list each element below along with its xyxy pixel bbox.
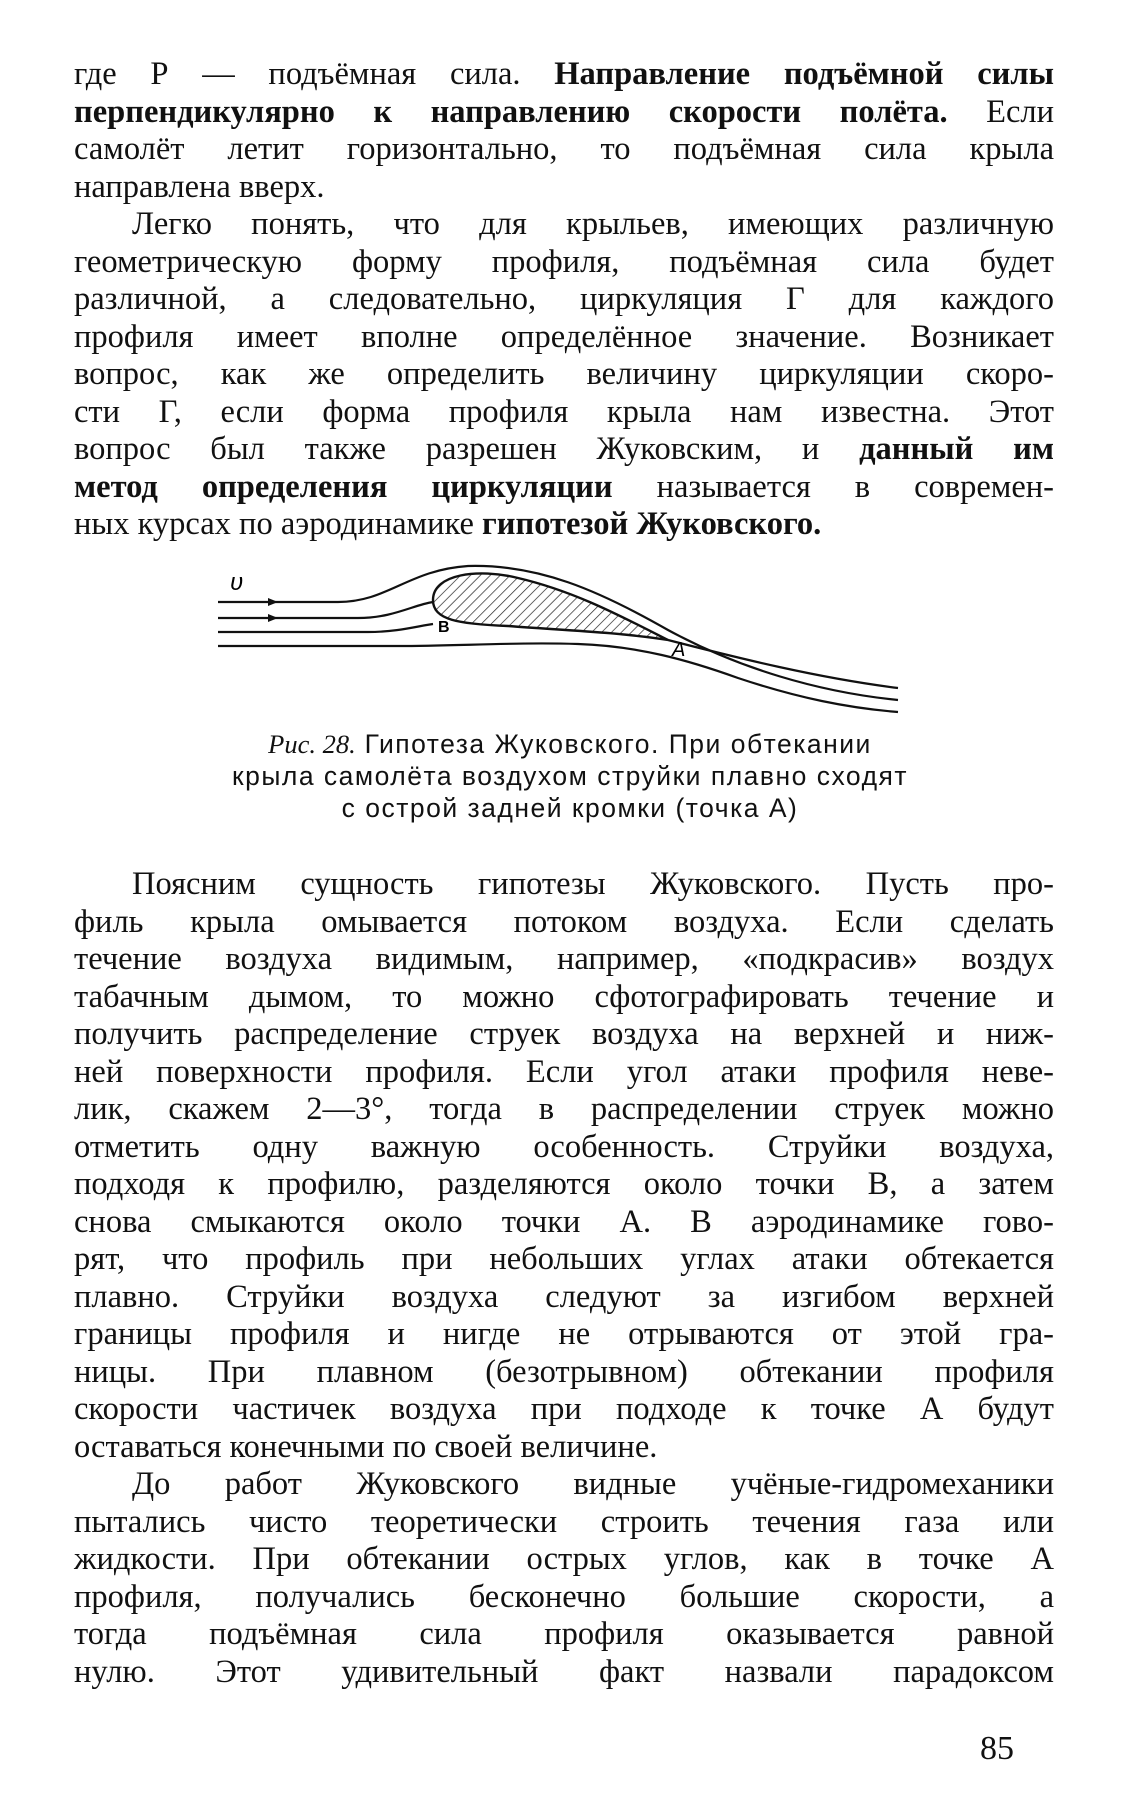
text-line: филь крыла омывается потоком воздуха. Если сделать xyxy=(74,903,1054,940)
streamline-lower-to-b xyxy=(218,624,433,632)
text-line: ных курсах по аэродинамике гипотезой Жуковского. xyxy=(74,506,822,542)
text-line: вопрос, как же определить величину циркуляции скоро- xyxy=(74,356,1054,392)
text-line: Легко понять, что для крыльев, имеющих различную xyxy=(132,206,1054,242)
text-line: Поясним сущность гипотезы Жуковского. Пусть про- xyxy=(132,866,1054,902)
text-line: ницы. При плавном (безотрывном) обтекании профиля xyxy=(74,1353,1054,1390)
streamline-bottom xyxy=(218,643,898,712)
text-line: профиля имеет вполне определённое значение. Возникает xyxy=(74,318,1054,355)
text-line: подходя к профилю, разделяются около точки В, а затем xyxy=(74,1166,1054,1202)
text-line: где Р — подъёмная сила. Направление подъёмной силы xyxy=(74,56,1054,92)
paragraph-circulation xyxy=(74,206,1054,544)
text-line: получить распределение струек воздуха на верхней и ниж- xyxy=(74,1016,1054,1052)
text-line: направлена вверх. xyxy=(74,168,325,205)
text-line: профиля, получались бесконечно большие скорости, а xyxy=(74,1578,1054,1615)
point-a-label: A xyxy=(672,639,686,661)
text-line: скорости частичек воздуха при подходе к точке А будут xyxy=(74,1391,1054,1427)
text-line: До работ Жуковского видные учёные-гидромеханики xyxy=(132,1466,1054,1502)
airfoil-diagram xyxy=(218,560,918,720)
text-line: оставаться конечными по своей величине. xyxy=(74,1428,658,1465)
text-line: вопрос был также разрешен Жуковским, и данный им xyxy=(74,431,1054,467)
text-line: самолёт летит горизонтально, то подъёмная сила крыла xyxy=(74,131,1054,167)
text-line: лик, скажем 2—3°, тогда в распределении струек можно xyxy=(74,1091,1054,1127)
text-line: табачным дымом, то можно сфотографировать течение и xyxy=(74,978,1054,1015)
caption-line: с острой задней кромки (точка А) xyxy=(341,793,799,823)
text-line: плавно. Струйки воздуха следуют за изгибом верхней xyxy=(74,1278,1054,1315)
paragraph-hypothesis xyxy=(74,866,1054,1466)
caption-line: крыла самолёта воздухом струйки плавно сходят xyxy=(231,761,909,791)
text-line: геометрическую форму профиля, подъёмная сила будет xyxy=(74,243,1054,280)
figure-caption xyxy=(160,728,980,824)
flow-arrow xyxy=(268,598,278,606)
velocity-label: υ xyxy=(230,569,244,596)
text-line: жидкости. При обтекании острых углов, как в точке А xyxy=(74,1541,1054,1577)
flow-arrow xyxy=(268,614,278,622)
paragraph-lift-direction xyxy=(74,56,1054,206)
airfoil-profile xyxy=(433,573,668,640)
text-line: снова смыкаются около точки А. В аэродинамике гово- xyxy=(74,1203,1054,1240)
text-line: различной, а следовательно, циркуляция Г для каждого xyxy=(74,281,1054,317)
paragraph-paradox xyxy=(74,1466,1054,1691)
page-number: 85 xyxy=(980,1730,1014,1767)
airfoil-figure xyxy=(218,560,918,720)
figure-label: Рис. 28. xyxy=(268,729,356,759)
text-line: метод определения циркуляции называется в современ- xyxy=(74,468,1055,505)
text-line: перпендикулярно к направлению скорости полёта. Если xyxy=(74,93,1055,130)
text-line: сти Г, если форма профиля крыла нам известна. Этот xyxy=(74,393,1054,430)
text-line: тогда подъёмная сила профиля оказывается равной xyxy=(74,1616,1054,1652)
text-line: отметить одну важную особенность. Струйки воздуха, xyxy=(74,1128,1054,1165)
text-line: течение воздуха видимым, например, «подкрасив» воздух xyxy=(74,941,1054,977)
text-line: нулю. Этот удивительный факт назвали парадоксом xyxy=(74,1653,1054,1690)
text-line: границы профиля и нигде не отрываются от этой гра- xyxy=(74,1316,1054,1352)
point-b-label: B xyxy=(438,619,450,636)
streamline-middle xyxy=(218,602,433,618)
text-line: рят, что профиль при небольших углах атаки обтекается xyxy=(74,1241,1054,1277)
text-line: пытались чисто теоретически строить течения газа или xyxy=(74,1503,1054,1540)
text-line: ней поверхности профиля. Если угол атаки профиля неве- xyxy=(74,1053,1054,1090)
caption-line: Рис. 28. Гипотеза Жуковского. При обтекании xyxy=(268,729,872,759)
